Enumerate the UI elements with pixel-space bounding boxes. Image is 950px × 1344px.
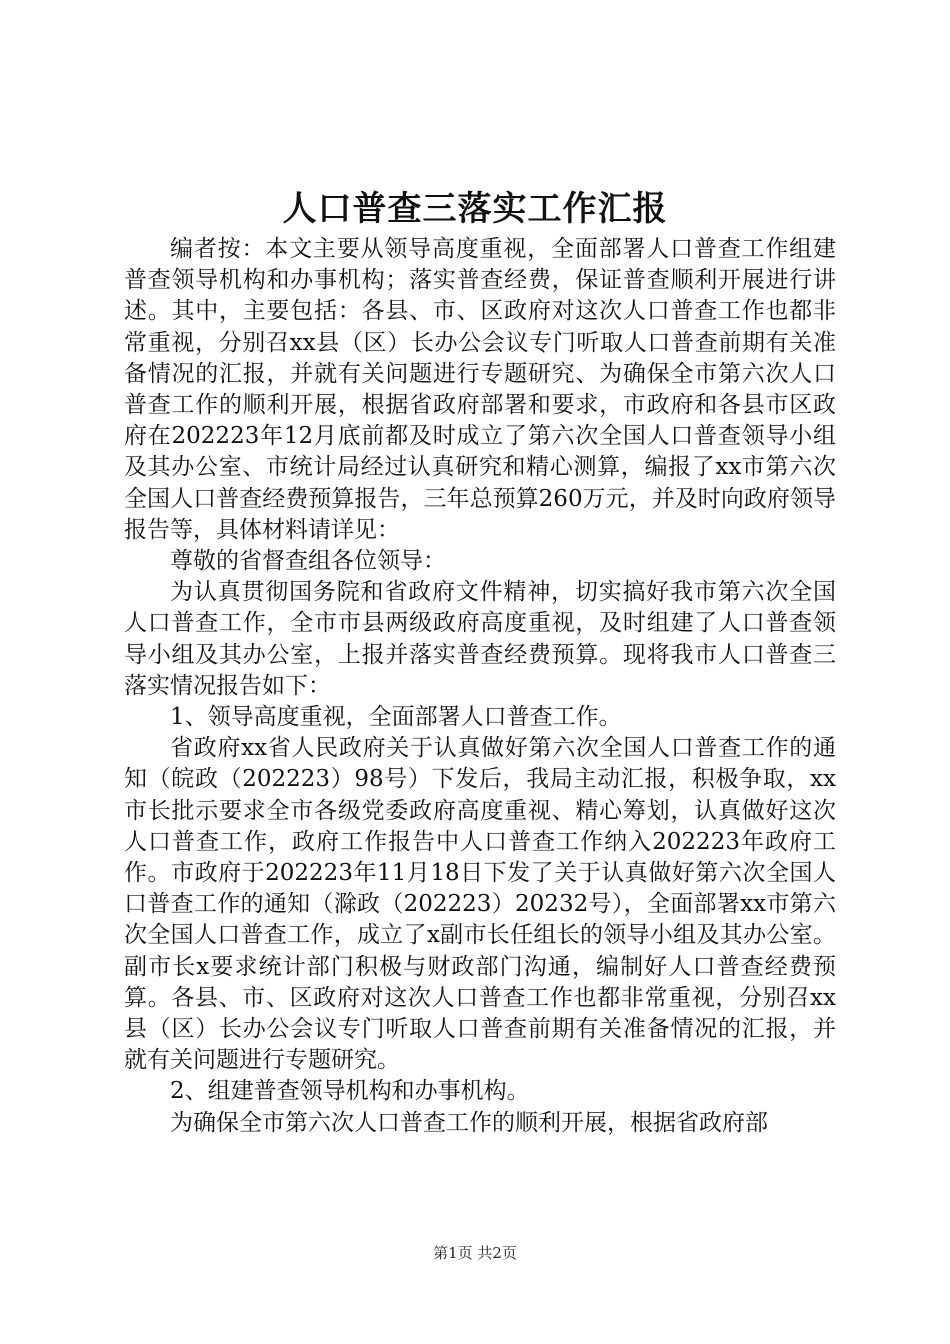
paragraph-section-1: 省政府xx省人民政府关于认真做好第六次全国人口普查工作的通知（皖政（202223）98号）下发后，我局主动汇报，积极争取，xx市长批示要求全市各级党委政府高度重视、精心筹划，认真做好这次人口普查工作，政府工作报告中人口普查工作纳入202223年政府工作。市政府于202223年11月18日下发了关于认真做好第六次全国人口普查工作的通知（滁政（202223）20232号），全面部署xx市第六次全国人口普查工作，成立了x副市长任组长的领导小组及其办公室。副市长x要求统计部门积极与财政部门沟通，编制好人口普查经费预算。各县、市、区政府对这次人口普查工作也都非常重视，分别召xx县（区）长办公会议专门听取人口普查前期有关准备情况的汇报，并就有关问题进行专题研究。 <box>124 735 836 1074</box>
paragraph-heading-2: 2、组建普查领导机构和办事机构。 <box>170 1078 530 1105</box>
document-body <box>124 234 836 1139</box>
paragraph-heading-1: 1、领导高度重视，全面部署人口普查工作。 <box>170 704 622 731</box>
page-footer: 第1页 共2页 <box>433 1244 517 1262</box>
paragraph-intro: 为认真贯彻国务院和省政府文件精神，切实搞好我市第六次全国人口普查工作，全市市县两级政府高度重视，及时组建了人口普查领导小组及其办公室，上报并落实普查经费预算。现将我市人口普查三落实情况报告如下： <box>124 579 836 699</box>
document-title: 人口普查三落实工作汇报 <box>282 189 668 229</box>
paragraph-section-2-start: 为确保全市第六次人口普查工作的顺利开展，根据省政府部 <box>170 1109 768 1136</box>
paragraph-editor-note: 编者按：本文主要从领导高度重视，全面部署人口普查工作组建普查领导机构和办事机构；落实普查经费，保证普查顺利开展进行讲述。其中，主要包括：各县、市、区政府对这次人口普查工作也都非常重视，分别召xx县（区）长办公会议专门听取人口普查前期有关准备情况的汇报，并就有关问题进行专题研究、为确保全市第六次人口普查工作的顺利开展，根据省政府部署和要求，市政府和各县市区政府在202223年12月底前都及时成立了第六次全国人口普查领导小组及其办公室、市统计局经过认真研究和精心测算，编报了xx市第六次全国人口普查经费预算报告，三年总预算260万元，并及时向政府领导报告等，具体材料请详见： <box>124 236 836 543</box>
paragraph-salutation: 尊敬的省督查组各位领导： <box>170 548 446 575</box>
